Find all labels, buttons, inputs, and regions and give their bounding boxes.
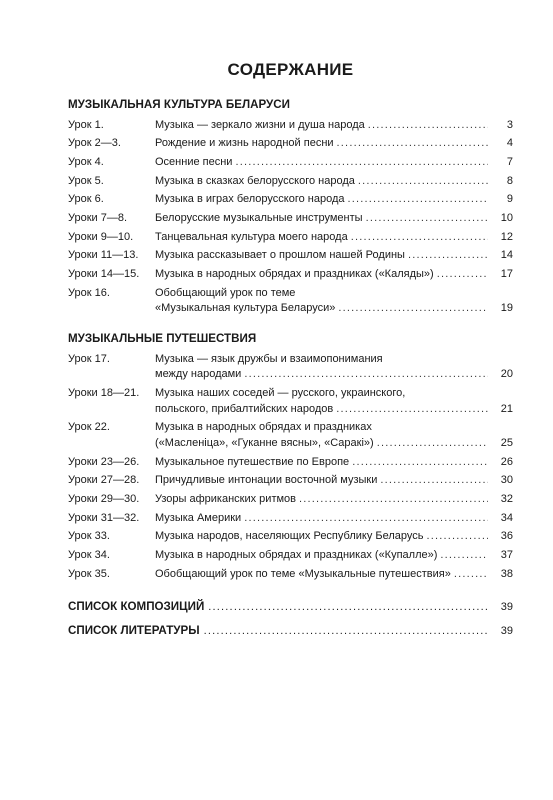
entry-body [155,352,513,383]
page-number: 26 [500,455,513,468]
entry-line [155,473,513,489]
entry-title: Музыка в народных обрядах и праздниках («Каляды») [155,268,434,281]
toc-entry [68,565,513,584]
dot-leader [358,174,488,190]
lesson-number: Урок 22. [68,421,110,434]
toc-entry [68,228,513,247]
entry-body [155,473,513,489]
toc-entry [68,153,513,172]
appendix-label: СПИСОК ЛИТЕРАТУРЫ [68,623,200,637]
toc-entry [68,209,513,228]
toc-entry [68,385,513,419]
entry-body [155,567,513,583]
entry-body [155,118,513,134]
entry-title: Танцевальная культура моего народа [155,230,348,243]
dot-leader [368,118,488,134]
lesson-number: Урок 6. [68,193,104,206]
entry-body [155,136,513,152]
section-heading: МУЗЫКАЛЬНАЯ КУЛЬТУРА БЕЛАРУСИ [68,98,290,111]
entry-title: Белорусские музыкальные инструменты [155,212,363,225]
lesson-number: Уроки 14—15. [68,268,140,281]
entry-title: Музыка Америки [155,511,242,524]
dot-leader [366,211,488,227]
entry-line [155,136,513,152]
entry-line [155,248,513,264]
entry-line [155,267,513,283]
entry-list [68,350,513,583]
entry-title: польского, прибалтийских народов [155,402,334,415]
dot-leader [437,267,488,283]
entry-body [155,529,513,545]
dot-leader [440,548,488,564]
lesson-number: Урок 1. [68,118,104,131]
entry-line [155,511,513,527]
dot-leader [299,492,488,508]
appendix-label: СПИСОК КОМПОЗИЦИЙ [68,599,205,613]
entry-title: Музыка — язык дружбы и взаимопонимания [155,352,383,365]
entry-title: Музыка в играх белорусского народа [155,193,345,206]
entry-line [155,567,513,583]
entry-line [155,455,513,471]
entry-body [155,230,513,246]
entry-title: Музыка в сказках белорусского народа [155,174,355,187]
lesson-number: Урок 17. [68,352,110,365]
entry-title: Музыкальное путешествие по Европе [155,455,350,468]
toc-entry [68,472,513,491]
lesson-number: Урок 33. [68,530,110,543]
dot-leader [427,529,489,545]
dot-leader [351,230,488,246]
appendix-entry [68,622,513,640]
entry-title: Осенние песни [155,155,233,168]
toc-entry [68,135,513,154]
lesson-number: Урок 34. [68,548,110,561]
toc-entry [68,266,513,285]
entry-line [155,352,513,368]
page-number: 7 [506,155,513,168]
dot-leader [377,436,488,452]
entry-title: Музыка в народных обрядах и праздниках [155,421,372,434]
toc-entry [68,453,513,472]
lesson-number: Урок 16. [68,286,110,299]
lesson-number: Уроки 27—28. [68,474,140,487]
entry-title: «Музыкальная культура Беларуси» [155,302,336,315]
toc-entry [68,546,513,565]
toc-entry [68,116,513,135]
entry-title: Музыка наших соседей — русского, украинского, [155,387,406,400]
page-number: 38 [500,567,513,580]
toc-entry [68,509,513,528]
entry-body [155,511,513,527]
entry-body [155,386,513,417]
page-number: 20 [500,368,513,381]
dot-leader [352,455,488,471]
entry-line [155,286,513,302]
dot-leader [244,367,488,383]
entry-body [155,286,513,317]
page-number: 14 [500,249,513,262]
entry-line [155,436,513,452]
page-number: 34 [500,511,513,524]
entry-line [155,174,513,190]
dot-leader [244,511,488,527]
toc-entry [68,247,513,266]
entry-body [155,420,513,451]
entry-body [155,455,513,471]
toc-entry [68,191,513,210]
page-title: СОДЕРЖАНИЕ [227,60,354,79]
section-heading: МУЗЫКАЛЬНЫЕ ПУТЕШЕСТВИЯ [68,332,257,346]
page-number: 32 [500,492,513,505]
entry-line [155,529,513,545]
entry-body [155,174,513,190]
entry-title: Обобщающий урок по теме «Музыкальные путешествия» [155,567,451,580]
toc-entry [68,528,513,547]
entry-body [155,192,513,208]
entry-title: Музыка народов, населяющих Республику Беларусь [155,530,424,543]
toc-entry [68,419,513,453]
page-number: 25 [500,436,513,449]
lesson-number: Урок 5. [68,174,104,187]
page-number: 12 [500,230,513,243]
entry-title: Обобщающий урок по теме [155,286,296,299]
entry-line [155,155,513,171]
entry-line [155,301,513,317]
entry-body [155,267,513,283]
lesson-number: Уроки 23—26. [68,455,140,468]
entry-title: Узоры африканских ритмов [155,492,297,505]
entry-line [155,402,513,418]
page-number: 39 [500,624,513,637]
lesson-number: Урок 2—3. [68,137,121,150]
page-number: 36 [500,530,513,543]
toc-entry [68,490,513,509]
entry-body [155,492,513,508]
page-number: 30 [500,474,513,487]
dot-leader [204,622,487,640]
table-of-contents [68,94,513,584]
entry-list [68,116,513,318]
entry-title: Рождение и жизнь народной песни [155,137,334,150]
page-number: 39 [500,600,513,613]
entry-title: («Масленіца», «Гуканне вясны», «Саракі») [155,436,374,449]
page-number: 17 [500,268,513,281]
page-number: 4 [506,137,513,150]
entry-title: Музыка — зеркало жизни и душа народа [155,118,365,131]
lesson-number: Урок 4. [68,155,104,168]
lesson-number: Уроки 11—13. [68,249,139,262]
entry-title: Причудливые интонации восточной музыки [155,474,378,487]
entry-body [155,155,513,171]
entry-line [155,386,513,402]
lesson-number: Уроки 9—10. [68,230,134,243]
appendix-list [68,598,513,640]
lesson-number: Уроки 7—8. [68,212,128,225]
lesson-number: Уроки 31—32. [68,511,140,524]
dot-leader [338,301,488,317]
entry-line [155,230,513,246]
page-number: 21 [500,402,513,415]
page-number: 3 [506,118,513,131]
entry-body [155,248,513,264]
toc-entry [68,284,513,318]
lesson-number: Урок 35. [68,567,110,580]
appendix-entry [68,598,513,616]
entry-body [155,548,513,564]
page-number: 8 [506,174,513,187]
dot-leader [454,567,488,583]
dot-leader [208,598,487,616]
entry-body [155,211,513,227]
page-number: 37 [500,548,513,561]
entry-line [155,548,513,564]
lesson-number: Уроки 29—30. [68,492,140,505]
toc-entry [68,350,513,384]
entry-title: между народами [155,368,242,381]
page-number: 10 [500,212,513,225]
entry-line [155,118,513,134]
entry-line [155,367,513,383]
toc-entry [68,172,513,191]
entry-title: Музыка в народных обрядах и праздниках («Купалле») [155,548,438,561]
dot-leader [380,473,488,489]
dot-leader [336,402,488,418]
entry-line [155,420,513,436]
entry-line [155,492,513,508]
page-number: 19 [500,302,513,315]
entry-title: Музыка рассказывает о прошлом нашей Родины [155,249,405,262]
dot-leader [337,136,488,152]
dot-leader [348,192,489,208]
dot-leader [408,248,488,264]
entry-line [155,192,513,208]
lesson-number: Уроки 18—21. [68,387,140,400]
page-number: 9 [506,193,513,206]
entry-line [155,211,513,227]
dot-leader [235,155,488,171]
